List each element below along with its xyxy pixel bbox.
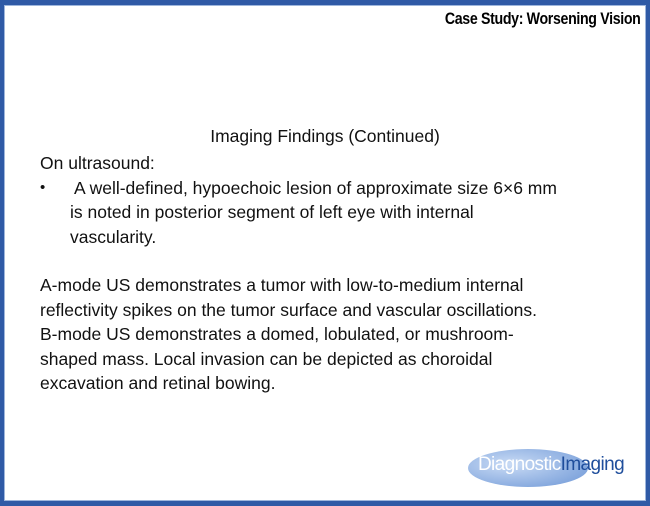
body-text xyxy=(40,151,630,396)
paragraph-spacer xyxy=(40,249,630,273)
paragraph-line-5: excavation and retinal bowing. xyxy=(40,373,276,393)
intro-line: On ultrasound: xyxy=(40,153,155,173)
bullet-line-1: A well-defined, hypoechoic lesion of approximate size 6×6 mm xyxy=(74,177,557,198)
logo-word-diagnostic: Diagnostic xyxy=(477,454,561,475)
paragraph-line-3: B-mode US demonstrates a domed, lobulated, or mushroom- xyxy=(40,324,514,344)
logo-text xyxy=(468,454,634,476)
logo-word-imaging: Imaging xyxy=(560,454,625,475)
diagnostic-imaging-logo xyxy=(468,447,634,489)
bullet-line-2: is noted in posterior segment of left eye with internal xyxy=(70,202,474,222)
slide-header-title: Case Study: Worsening Vision xyxy=(444,10,640,28)
bullet-icon: • xyxy=(40,178,46,196)
paragraph-line-1: A-mode US demonstrates a tumor with low-to-medium internal xyxy=(40,275,524,295)
section-title: Imaging Findings (Continued) xyxy=(210,126,440,146)
bullet-text xyxy=(70,176,630,250)
paragraph-line-2: reflectivity spikes on the tumor surface and vascular oscillations. xyxy=(40,299,538,320)
paragraph-line-4: shaped mass. Local invasion can be depicted as choroidal xyxy=(40,348,493,369)
bullet-line-3: vascularity. xyxy=(70,226,157,247)
bullet-item xyxy=(40,176,630,250)
